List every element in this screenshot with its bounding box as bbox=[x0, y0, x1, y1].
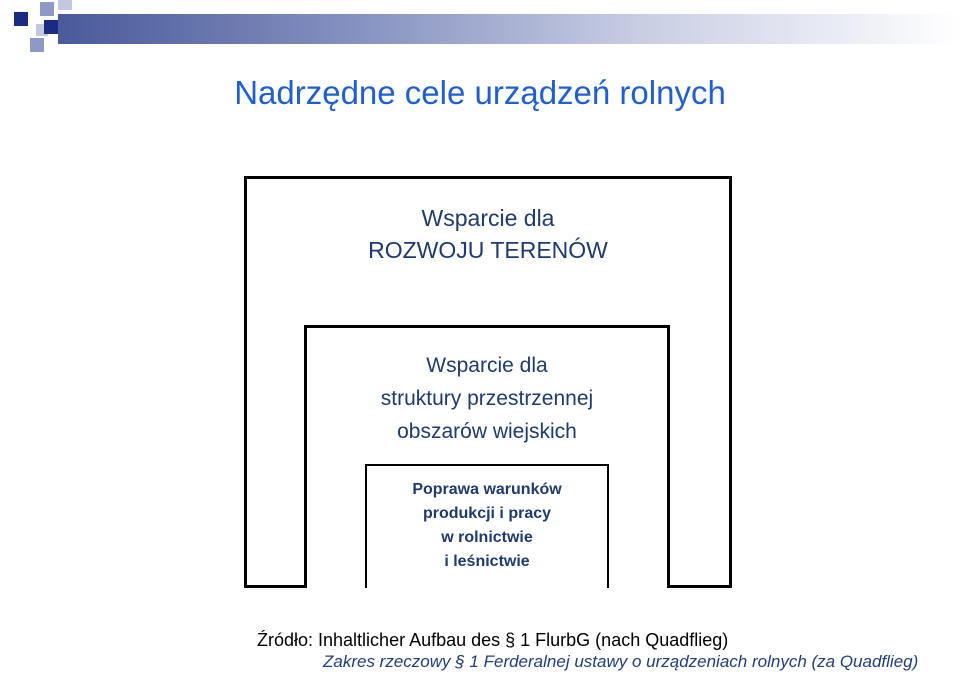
middle-box-text bbox=[304, 349, 670, 448]
middle-box-line: Wsparcie dla bbox=[426, 354, 548, 377]
decor-square-mid bbox=[40, 2, 54, 16]
outer-box-line: ROZWOJU TERENÓW bbox=[368, 237, 608, 263]
middle-box-line: struktury przestrzennej bbox=[380, 387, 594, 410]
inner-box-line: i leśnictwie bbox=[444, 553, 530, 570]
inner-box-line: Poprawa warunków bbox=[412, 481, 562, 498]
page-title: Nadrzędne cele urządzeń rolnych bbox=[234, 74, 726, 111]
source-translation: Zakres rzeczowy § 1 Ferderalnej ustawy o urządzeniach rolnych (za Quadflieg) bbox=[323, 652, 919, 671]
decor-square-dark bbox=[14, 12, 28, 26]
decor-square-dark bbox=[44, 20, 58, 34]
inner-box-line: produkcji i pracy bbox=[422, 505, 552, 522]
outer-box-text bbox=[244, 202, 732, 266]
header-gradient-bar bbox=[58, 14, 960, 44]
inner-box-line: w rolnictwie bbox=[441, 529, 533, 546]
decor-square-light bbox=[58, 0, 72, 10]
outer-box-line: Wsparcie dla bbox=[421, 205, 555, 231]
source-note: Źródło: Inhaltlicher Aufbau des § 1 FlurbG (nach Quadflieg) bbox=[257, 630, 729, 650]
inner-box-text bbox=[365, 478, 609, 574]
middle-box-line: obszarów wiejskich bbox=[397, 420, 577, 443]
decor-square-mid bbox=[30, 38, 44, 52]
